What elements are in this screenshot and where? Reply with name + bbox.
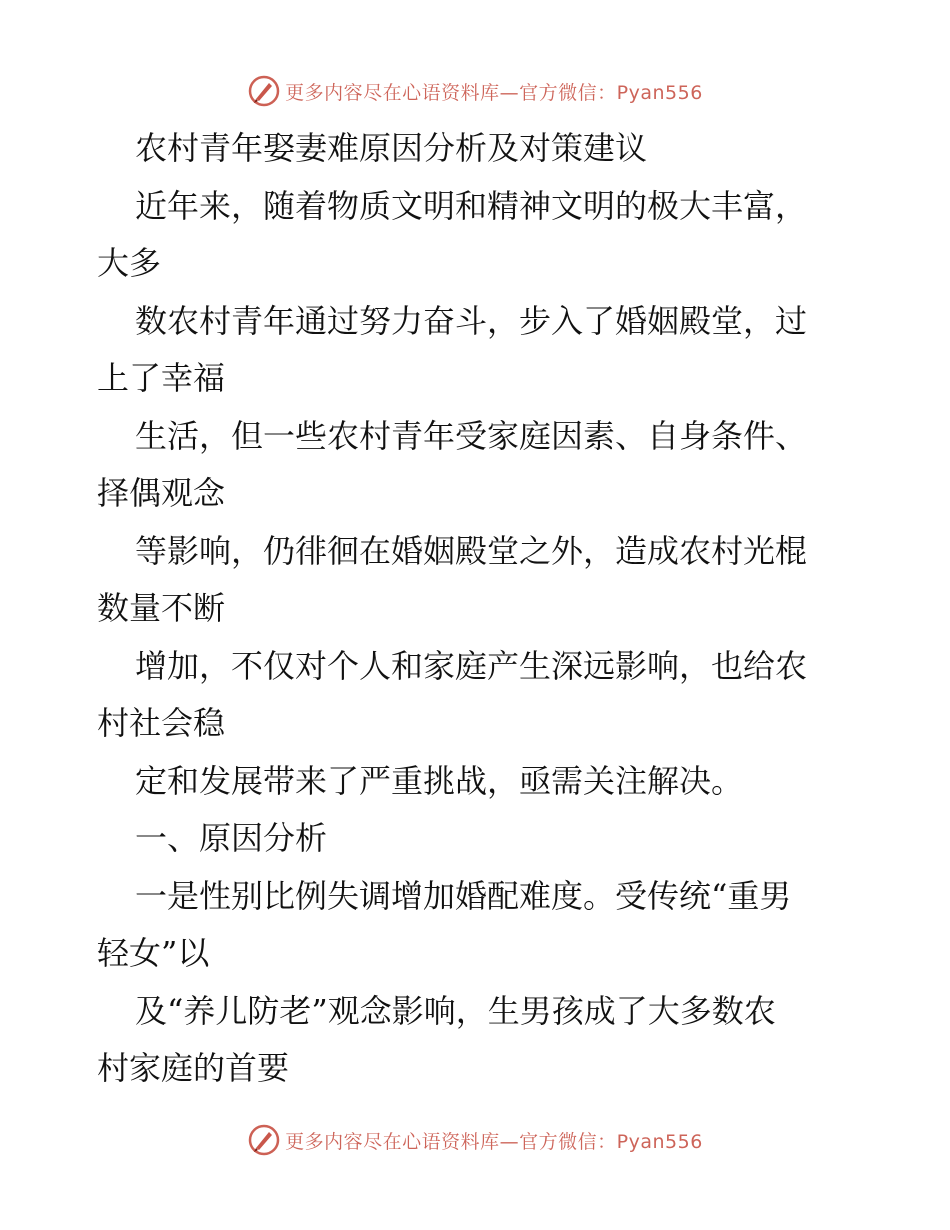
document-body	[97, 120, 857, 1098]
footer-banner	[0, 1118, 950, 1162]
paragraph-line: 及“养儿防老”观念影响，生男孩成了大多数农	[135, 991, 776, 1030]
footer-banner-text: 更多内容尽在心语资料库—官方微信：Pyan556	[285, 1130, 703, 1153]
quill-pen-logo-icon	[247, 74, 281, 108]
paragraph-line: 生活，但一些农村青年受家庭因素、自身条件、	[135, 416, 808, 455]
paragraph-line: 上了幸福	[97, 359, 226, 397]
section-heading: 一、原因分析	[135, 819, 328, 857]
paragraph-line: 大多	[97, 244, 162, 282]
paragraph-line: 轻女”以	[97, 934, 210, 972]
quill-pen-logo-icon	[247, 1123, 281, 1157]
paragraph-line: 择偶观念	[97, 474, 226, 512]
header-banner	[0, 69, 950, 113]
document-title: 农村青年娶妻难原因分析及对策建议	[135, 129, 648, 167]
paragraph-line: 村家庭的首要	[97, 1049, 290, 1087]
paragraph-line: 定和发展带来了严重挑战，亟需关注解决。	[135, 761, 744, 800]
paragraph-line: 数农村青年通过努力奋斗，步入了婚姻殿堂，过	[135, 301, 808, 340]
paragraph-line: 一是性别比例失调增加婚配难度。受传统“重男	[135, 876, 792, 915]
header-banner-text: 更多内容尽在心语资料库—官方微信：Pyan556	[285, 81, 703, 104]
paragraph-line: 村社会稳	[97, 704, 226, 742]
paragraph-line: 近年来，随着物质文明和精神文明的极大丰富，	[135, 186, 808, 225]
paragraph-line: 数量不断	[97, 589, 226, 627]
paragraph-line: 等影响，仍徘徊在婚姻殿堂之外，造成农村光棍	[135, 531, 808, 570]
paragraph-line: 增加，不仅对个人和家庭产生深远影响，也给农	[135, 646, 808, 685]
